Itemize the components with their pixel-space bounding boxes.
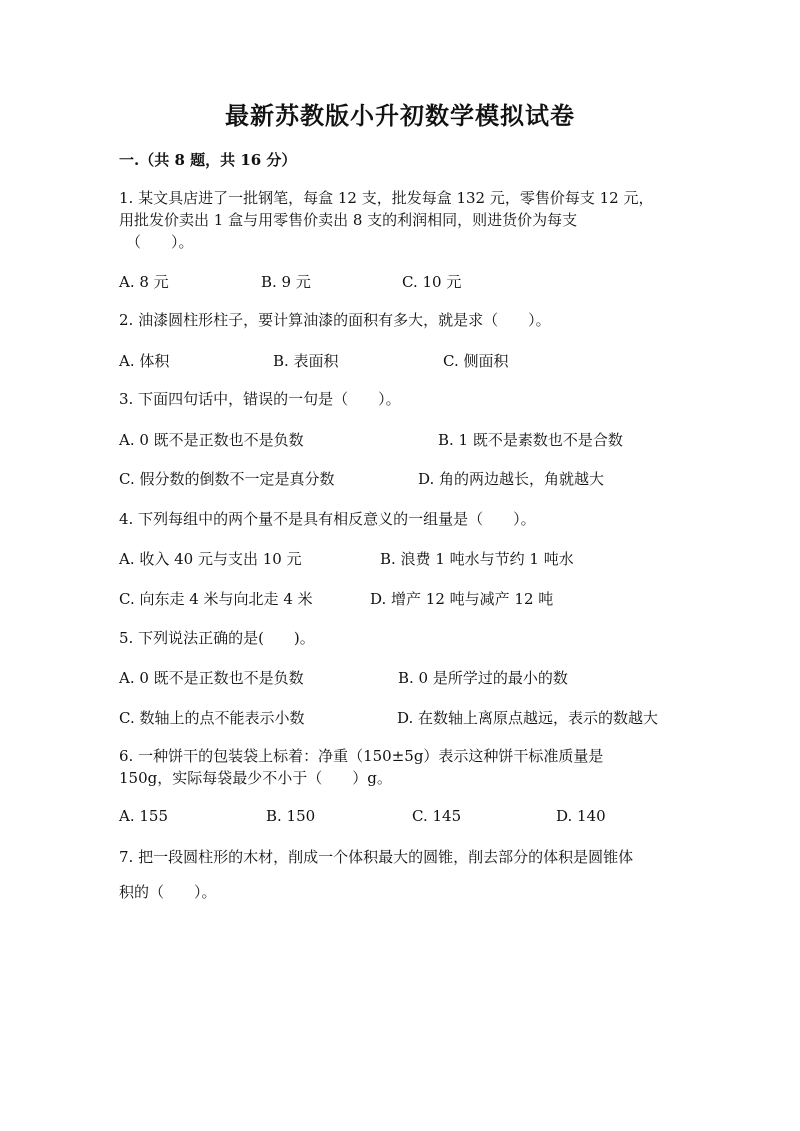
q1-text-line-3: （ ）。 [126, 233, 194, 251]
q6-option-b: B. 150 [266, 807, 316, 825]
q6-option-a: A. 155 [119, 807, 168, 825]
q7-text-line-2: 积的（ ）。 [119, 883, 217, 901]
q4-option-b: B. 浪费 1 吨水与节约 1 吨水 [380, 550, 574, 568]
q4-option-c: C. 向东走 4 米与向北走 4 米 [119, 590, 313, 608]
q6-text-line-2: 150g，实际每袋最少不小于（ ）g。 [119, 769, 392, 787]
q4-option-a: A. 收入 40 元与支出 10 元 [119, 550, 302, 568]
q7-text-line-1: 7. 把一段圆柱形的木材，削成一个体积最大的圆锥，削去部分的体积是圆锥体 [119, 848, 634, 866]
q4-text-line-1: 4. 下列每组中的两个量不是具有相反意义的一组量是（ ）。 [119, 510, 536, 528]
q2-option-a: A. 体积 [119, 352, 170, 370]
q3-text-line-1: 3. 下面四句话中，错误的一句是（ ）。 [119, 390, 401, 408]
q5-option-c: C. 数轴上的点不能表示小数 [119, 709, 305, 727]
q3-option-b: B. 1 既不是素数也不是合数 [438, 431, 623, 449]
exam-title: 最新苏教版小升初数学模拟试卷 [225, 101, 575, 130]
q1-option-a: A. 8 元 [119, 273, 169, 291]
q5-option-b: B. 0 是所学过的最小的数 [398, 669, 568, 687]
section-heading: 一.（共 8 题，共 16 分） [119, 151, 297, 169]
q5-option-a: A. 0 既不是正数也不是负数 [119, 669, 304, 687]
q3-option-d: D. 角的两边越长，角就越大 [418, 470, 605, 488]
q3-option-c: C. 假分数的倒数不一定是真分数 [119, 470, 335, 488]
q1-text-line-2: 用批发价卖出 1 盒与用零售价卖出 8 支的利润相同，则进货价为每支 [119, 211, 578, 229]
q2-option-b: B. 表面积 [273, 352, 339, 370]
q6-option-c: C. 145 [412, 807, 462, 825]
q2-option-c: C. 侧面积 [443, 352, 509, 370]
q1-option-b: B. 9 元 [261, 273, 311, 291]
q1-text-line-1: 1. 某文具店进了一批钢笔，每盒 12 支，批发每盒 132 元，零售价每支 12 元， [119, 189, 654, 207]
q6-option-d: D. 140 [556, 807, 606, 825]
q1-option-c: C. 10 元 [402, 273, 462, 291]
q2-text-line-1: 2. 油漆圆柱形柱子，要计算油漆的面积有多大，就是求（ ）。 [119, 311, 551, 329]
q4-option-d: D. 增产 12 吨与减产 12 吨 [370, 590, 554, 608]
q6-text-line-1: 6. 一种饼干的包装袋上标着：净重（150±5g）表示这种饼干标准质量是 [119, 747, 604, 765]
q5-option-d: D. 在数轴上离原点越远，表示的数越大 [397, 709, 659, 727]
q3-option-a: A. 0 既不是正数也不是负数 [119, 431, 304, 449]
q5-text-line-1: 5. 下列说法正确的是( )。 [119, 629, 315, 647]
